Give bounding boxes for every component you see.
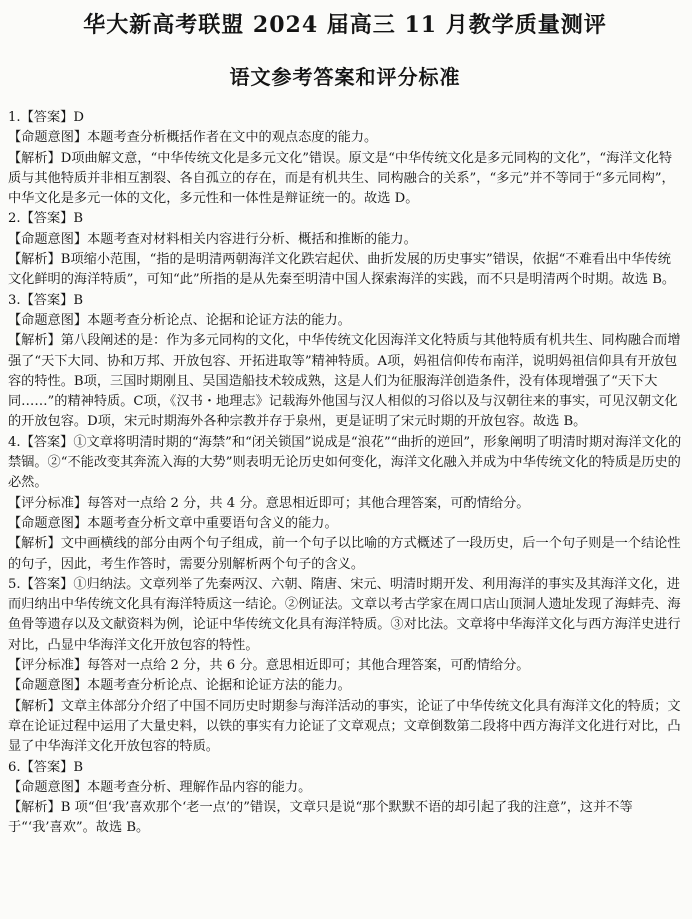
- paragraph-text: 【命题意图】本题考查分析、理解作品内容的能力。: [8, 779, 312, 795]
- question-number: 1.: [8, 110, 21, 125]
- paragraph-text: 【答案】①归纳法。文章列举了先秦两汉、六朝、隋唐、宋元、明清时期开发、利用海洋的事实及其海洋文化，进而归纳出中华传统文化具有海洋特质这一结论。②例证法。文章以考古学家在周口店山顶洞人遗址发现了海蚌壳、海鱼骨等遗存以及文献资料为例，论证中华传统文化具有海洋特质。③对比法。文章将中华海洋文化与西方海洋史进行对比，凸显中华海洋文化开放包容的特性。: [8, 576, 681, 653]
- question-note: [8, 656, 682, 676]
- paragraph-text: 【解析】文中画横线的部分由两个句子组成，前一个句子以比喻的方式概述了一段历史，后一个句子则是一个结论性的句子，因此，考生作答时，需要分别解析两个句子的含义。: [8, 536, 681, 572]
- paragraph-text: 【解析】文章主体部分介绍了中国不同历史时期参与海洋活动的事实，论证了中华传统文化具有海洋文化的特质；文章在论证过程中运用了大量史料，以铁的事实有力论证了文章观点；文章倒数第二段将中西方海洋文化进行对比，凸显了中华海洋文化开放包容的特质。: [8, 698, 681, 755]
- question-note: [8, 514, 682, 534]
- paragraph-text: 【答案】①文章将明清时期的“海禁”和“闭关锁国”说成是“浪花”“曲折的逆回”，形象阐明了明清时期对海洋文化的禁锢。②“不能改变其奔流入海的大势”则表明无论历史如何变化，海洋文化融入并成为中华传统文化的特质是历史的必然。: [8, 434, 682, 491]
- paragraph-text: 【命题意图】本题考查分析文章中重要语句含义的能力。: [8, 515, 338, 531]
- paragraph-text: 【答案】D: [20, 110, 84, 125]
- question-number: 2.: [8, 211, 21, 227]
- paragraph-text: 【解析】第八段阐述的是：作为多元同构的文化，中华传统文化因海洋文化特质与其他特质有机共生、同构融合而增强了“天下大同、协和万邦、开放包容、开拓进取等”精神特质。A项，妈祖信仰传布南洋，说明妈祖信仰具有开放包容的特性。B项，三国时期刚且、吴国造船技术较成熟，这是人们为征服海洋创造条件，没有体现增强了“天下大同……”的精神特质。C项，《汉书・地理志》记载海外他国与汉人相似的习俗以及与汉朝往来的事实，可见汉朝文化的开放包容。D项，宋元时期海外各种宗教并存于泉州，更是证明了宋元时期的开放包容。故选 B。: [8, 333, 681, 430]
- question-note: [8, 311, 682, 331]
- document-title: 华大新高考联盟 2024 届高三 11 月教学质量测评: [83, 12, 607, 38]
- paragraph-text: 【答案】B: [20, 292, 84, 308]
- paragraph-text: 【命题意图】本题考查分析论点、论据和论证方法的能力。: [8, 312, 351, 328]
- question-note: [8, 331, 682, 432]
- paragraph-text: 【命题意图】本题考查分析概括作者在文中的观点态度的能力。: [8, 130, 378, 146]
- paragraph-text: 【答案】B: [20, 759, 84, 775]
- question-note: [8, 697, 682, 758]
- question-number: 6.: [8, 759, 21, 775]
- question-answer: [8, 291, 682, 311]
- question-answer: [8, 433, 682, 494]
- question-number: 4.: [8, 434, 21, 450]
- question-note: [8, 230, 682, 250]
- question-note: [8, 534, 682, 575]
- question-answer: [8, 209, 682, 229]
- paragraph-text: 【解析】B项缩小范围，“指的是明清两朝海洋文化跌宕起伏、曲折发展的历史事实”错误，依据“不难看出中华传统文化鲜明的海洋特质”，可知“此”所指的是从先秦至明清中国人探索海洋的实践，而不只是明清两个时期。故选 B。: [8, 252, 676, 288]
- paragraph-text: 【命题意图】本题考查分析论点、论据和论证方法的能力。: [8, 678, 351, 694]
- paragraph-text: 【评分标准】每答对一点给 2 分，共 4 分。意思相近即可；其他合理答案，可酌情给分。: [8, 495, 530, 511]
- document-subtitle: 语文参考答案和评分标准: [229, 65, 461, 89]
- paragraph-text: 【答案】B: [20, 211, 84, 227]
- paragraph-text: 【解析】B 项“但‘我’喜欢那个‘老一点’的”错误，文章只是说“那个默默不语的却引起了我的注意”，这并不等于“‘我’喜欢”。故选 B。: [8, 800, 633, 836]
- question-note: [8, 494, 682, 514]
- question-number: 3.: [8, 292, 21, 308]
- question-number: 5.: [8, 576, 21, 592]
- question-note: [8, 149, 682, 210]
- question-answer: [8, 108, 682, 128]
- question-answer: [8, 758, 682, 778]
- question-note: [8, 128, 682, 148]
- question-note: [8, 250, 682, 291]
- question-note: [8, 676, 682, 696]
- question-note: [8, 798, 682, 839]
- question-note: [8, 778, 682, 798]
- paragraph-text: 【评分标准】每答对一点给 2 分，共 6 分。意思相近即可；其他合理答案，可酌情给分。: [8, 658, 530, 674]
- question-answer: [8, 575, 682, 656]
- answer-list: [8, 108, 682, 839]
- paragraph-text: 【命题意图】本题考查对材料相关内容进行分析、概括和推断的能力。: [8, 231, 417, 247]
- paragraph-text: 【解析】D项曲解文意，“中华传统文化是多元文化”错误。原文是“中华传统文化是多元同构的文化”，“海洋文化特质与其他特质并非相互割裂、各自孤立的存在，而是有机共生、同构融合的关系”，“多元”并不等同于“多元同构”，中华文化是多元一体的文化，多元性和一体性是辩证统一的。故选 D。: [8, 150, 675, 207]
